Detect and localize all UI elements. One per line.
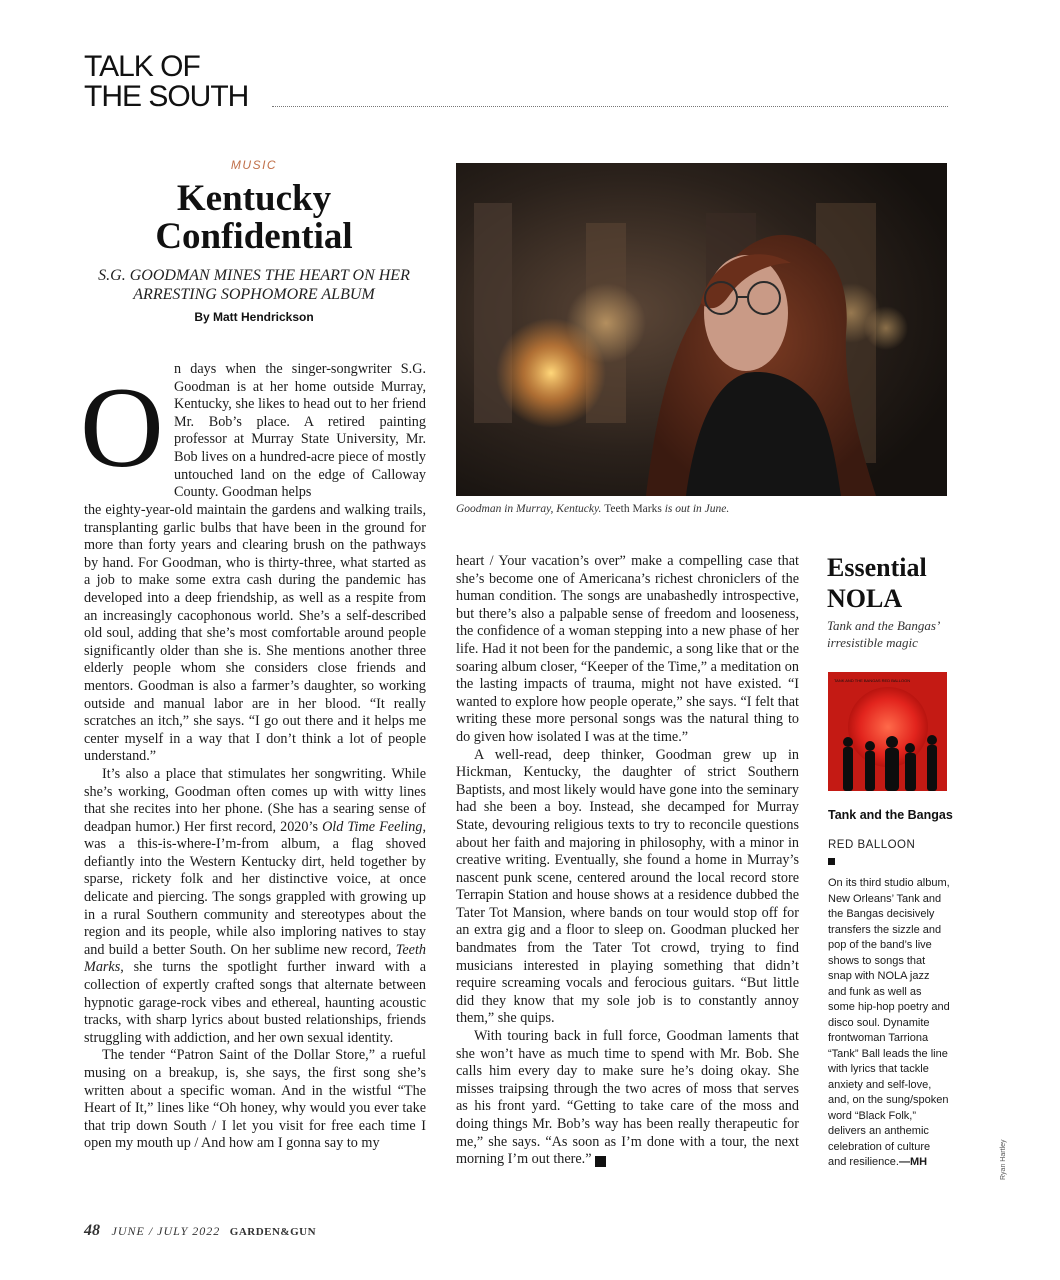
album-cover-text: TANK AND THE BANGAS RED BALLOON [834,678,911,683]
album-cover-image [828,672,947,791]
body-paragraph: It’s also a place that stimulates her songwriting. While she’s working, Goodman often comes up with witty lines that she recites into her phone. (She has a searing sense of deadpan humor.) Her first record, 2020’s Old Time Feeling, was a this-is-where-I’m-from album, a flag shoved defiantly into the Western Kentucky dirt, held together by sparse, rickety folk and her distinctive voice, at once delicate and piercing. The songs grappled with growing up in a rural Southern community and stereotypes about the region and its people, while also imploring natives to stay and build a better South. On her sublime new record, Teeth Marks, she turns the spotlight further inward with a collection of expertly crafted songs that alternate between hypnotic garage-rock vibes and ethereal, haunting acoustic tracks, with sharp lyrics about busted relationships, friends struggling with addiction, and her own sexual identity. [84,765,426,1046]
article-intro [174,361,426,502]
photo-caption: Goodman in Murray, Kentucky. Teeth Marks is out in June. [456,503,730,515]
article-kicker: MUSIC [230,158,278,172]
section-title [84,52,248,112]
album-title-old-time-feeling: Old Time Feeling [322,818,423,835]
body-paragraph: With touring back in full force, Goodman laments that she won’t have as much time to spend with Mr. Bob. She calls him every day to make sure he’s doing okay. She misses traipsing through the two acres of moss that serves as his front yard. “Getting to take care of the moss and doing things Mr. Bob’s way has been really therapeutic for me,” she says. “As soon as I’m done with a tour, the next morning I’m out there.” G [456,1028,799,1168]
sidebar-title-line2: NOLA [827,584,903,613]
end-mark-icon: G [595,1156,606,1167]
photo-credit: Ryan Hartley [1000,1139,1007,1180]
article-dek: S.G. GOODMAN MINES THE HEART ON HER ARRESTING SOPHOMORE ALBUM [98,267,410,303]
intro-paragraph: n days when the singer-songwriter S.G. Goodman is at her home outside Murray, Kentucky, she likes to head out to her friend Mr. Bob’s place. A retired painting professor at Murray State University, Mr. Bob lives on a hundred-acre piece of mostly untouched land on the edge of Calloway County. Goodman helps [174,361,426,501]
sidebar-review: On its third studio album, New Orleans’ Tank and the Bangas decisively transfers the sizzle and pop of the band’s live shows to songs that snap with NOLA jazz and funk as well as some hip-hop poetry and disco soul. Dynamite frontwoman Tarriona “Tank” Ball leads the line with lyrics that tackle anxiety and self-love, and, on the sung/spoken word “Black Folk,” delivers an anthemic celebration of culture and resilience.—MH [828,877,950,1168]
body-paragraph: heart / Your vacation’s over” make a compelling case that she’s become one of Americana’s richest chroniclers of the human condition. The songs are unabashedly introspective, but there’s also a palpable sense of freedom and looseness, the confidence of a woman stepping into a new phase of her life. Had it not been for the pandemic, a song like that or the soaring album closer, “Keeper of the Time,” a meditation on the lasting impacts of trauma, might not have existed. “I wanted to explore how people operate,” she says. “I felt that writing these more personal songs was the natural thing to do given how isolated I was at the time.” [456,553,799,745]
article-title-line1: Kentucky [176,178,332,219]
article-title-line2: Confidential [155,216,353,257]
body-paragraph: The tender “Patron Saint of the Dollar Store,” a rueful musing on a breakup, is, she says, the first song she’s written about a specific woman. And in the wistful “The Heart of It,” lines like “Oh honey, why would you ever take that trip down South / I let you visit for free each time I open my mouth up / And how am I gonna say to my [84,1047,426,1152]
sidebar-subtitle: Tank and the Bangas’ irresistible magic [827,618,939,650]
page-number: 48 [84,1222,100,1239]
article-title [84,180,424,256]
album-title-teeth-marks: Teeth Marks [84,941,426,976]
body-paragraph: A well-read, deep thinker, Goodman grew up in Hickman, Kentucky, the daughter of strict Southern Baptists, and most likely would have gone into the seminary had she been a boy. Instead, she decamped for Murray State, devouring religious texts to try to reconcile questions about her faith and majoring in philosophy, with a minor in creative writing. Eventually, she found a home in Murray’s nascent punk scene, centered around the local record store Terrapin Station and house shows at a residence dubbed the Tater Tot Mansion, where bands on tour would stop off for an extra gig and a floor to sleep on. Goodman plucked her bandmates from the Tater Tot crowd, trying to find musicians interested in playing something that didn’t require screaming vocals and ferocious guitars. “But little did they know that my sole job is to constantly annoy them,” she quips. [456,746,799,1027]
article-column-2 [456,553,799,1169]
album-title: Tank and the Bangas [828,808,953,822]
section-title-line2: THE SOUTH [84,80,249,113]
article-byline: By Matt Hendrickson [194,310,314,324]
body-paragraph: the eighty-year-old maintain the gardens and walking trails, transplanting garlic bulbs that have been in the ground for more than forty years and clearing brush on the pathways by hand. For Goodman, who is thirty-three, what started as a job to make some extra cash during the pandemic has developed into a deep friendship, as well as a respite from an increasingly cacophonous world. She’s a self-described old soul, adding that she’s most comfortable around people significantly older than she is. She mentions another three elderly people whom she considers close friends and mentors. Goodman is also a farmer’s daughter, so working outside and manual labor are in her blood. “It really scratches an itch,” she says. “I go out there and it helps me center myself in a way that I don’t think a lot of people understand.” [84,502,426,765]
section-title-line1: TALK OF [84,50,200,83]
portrait-photo [456,163,947,496]
issue-date: JUNE / JULY 2022 [111,1224,221,1238]
drop-cap: O [80,364,164,492]
album-label: RED BALLOON [828,839,916,851]
sidebar-title [827,552,952,614]
magazine-name: GARDEN&GUN [229,1226,317,1238]
header-dotted-rule [272,106,948,107]
page-footer [84,1222,316,1240]
sidebar-signoff: —MH [898,1156,928,1168]
sidebar-title-line1: Essential [827,553,927,582]
square-bullet-icon [828,858,835,865]
article-column-1 [84,502,426,1153]
